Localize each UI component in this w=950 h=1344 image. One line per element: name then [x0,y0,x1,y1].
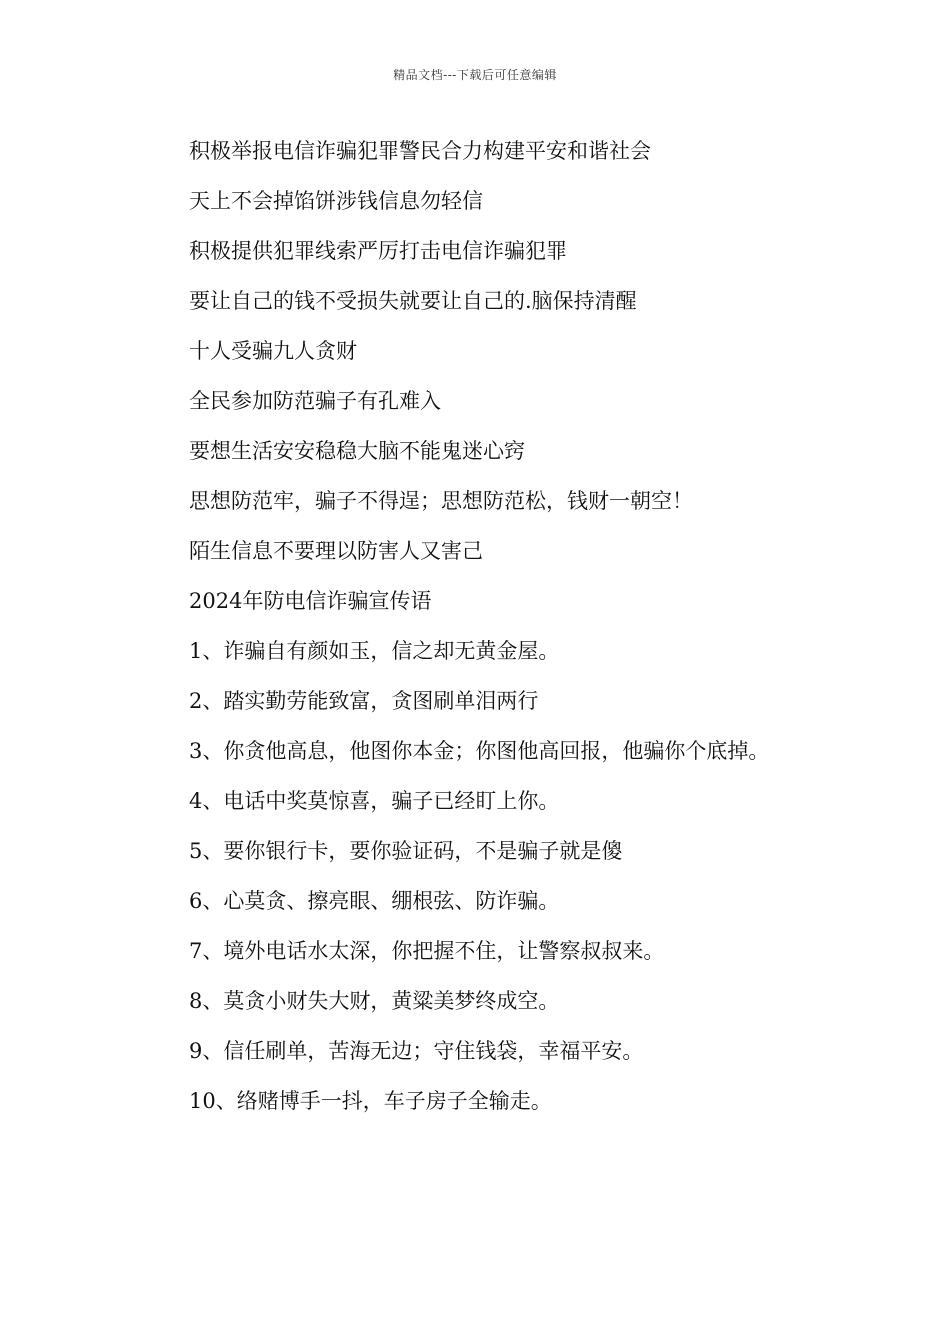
section-title: 2024年防电信诈骗宣传语 [189,589,432,613]
text-line: 天上不会掉馅饼涉钱信息勿轻信 [189,189,483,213]
text-line: 思想防范牢，骗子不得逞；思想防范松，钱财一朝空！ [189,489,693,513]
text-line: 全民参加防范骗子有孔难入 [189,389,441,413]
list-item: 2、踏实勤劳能致富，贪图刷单泪两行 [189,689,539,713]
list-item: 6、心莫贪、擦亮眼、绷根弦、防诈骗。 [189,889,560,913]
list-item: 1、诈骗自有颜如玉，信之却无黄金屋。 [189,639,560,663]
list-item: 7、境外电话水太深，你把握不住，让警察叔叔来。 [189,939,665,963]
text-line: 十人受骗九人贪财 [189,339,357,363]
list-item: 4、电话中奖莫惊喜，骗子已经盯上你。 [189,789,560,813]
list-item: 5、要你银行卡，要你验证码，不是骗子就是傻 [189,839,623,863]
text-line: 要想生活安安稳稳大脑不能鬼迷心窍 [189,439,525,463]
text-line: 要让自己的钱不受损失就要让自己的.脑保持清醒 [189,289,637,313]
list-item: 9、信任刷单，苦海无边；守住钱袋，幸福平安。 [189,1039,644,1063]
list-item: 10、络赌博手一抖，车子房子全输走。 [189,1089,552,1113]
list-item: 3、你贪他高息，他图你本金；你图他高回报，他骗你个底掉。 [189,739,770,763]
document-body [189,132,909,1132]
list-item: 8、莫贪小财失大财，黄粱美梦终成空。 [189,989,560,1013]
page-header: 精品文档---下载后可任意编辑 [393,68,557,82]
text-line: 积极举报电信诈骗犯罪警民合力构建平安和谐社会 [189,139,651,163]
text-line: 积极提供犯罪线索严厉打击电信诈骗犯罪 [189,239,567,263]
text-line: 陌生信息不要理以防害人又害己 [189,539,483,563]
